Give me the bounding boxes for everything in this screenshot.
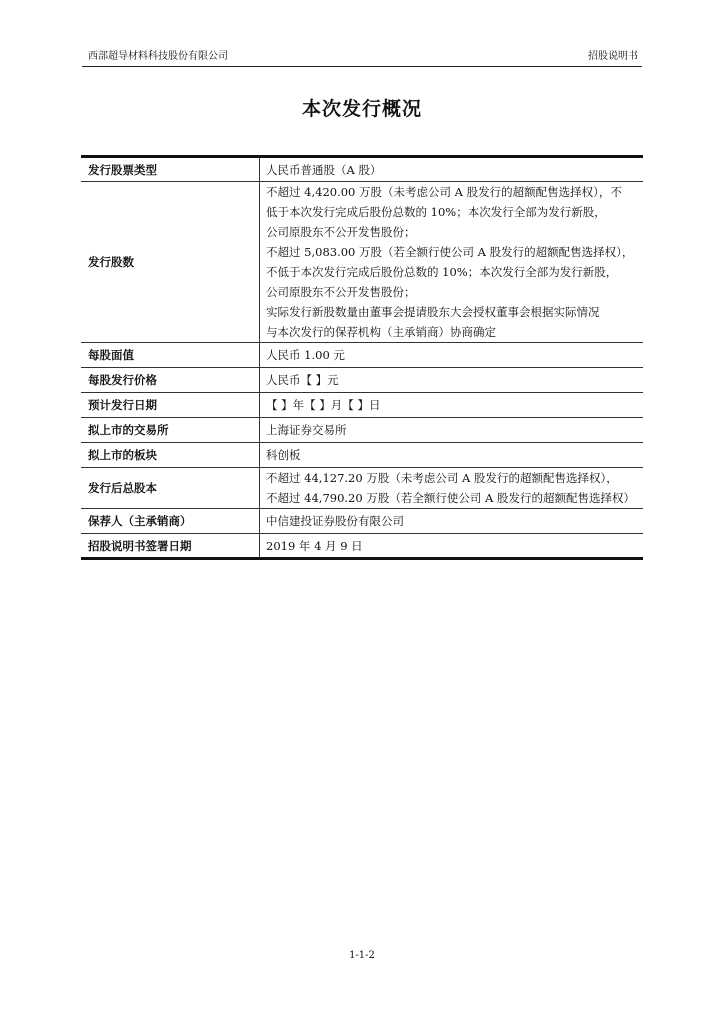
row-value (260, 418, 644, 443)
row-value-line: 科创板 (266, 448, 301, 462)
page-title: 本次发行概况 (301, 98, 422, 120)
row-value-line: 人民币【 】元 (266, 373, 339, 387)
header-company-name: 西部超导材料科技股份有限公司 (88, 51, 228, 62)
row-value-line: 公司原股东不公开发售股份； (266, 285, 416, 299)
row-value (260, 393, 644, 418)
row-label: 保荐人（主承销商） (81, 509, 260, 534)
table-row (81, 468, 643, 509)
table-row (81, 157, 643, 182)
row-value (260, 443, 644, 468)
row-label: 预计发行日期 (81, 393, 260, 418)
table-row (81, 368, 643, 393)
row-value-line: 人民币普通股（A 股） (266, 162, 382, 177)
row-label: 发行股票类型 (81, 157, 260, 182)
table-row (81, 534, 643, 559)
row-value (260, 182, 644, 343)
row-value (260, 368, 644, 393)
header-document-name: 招股说明书 (588, 51, 638, 62)
row-value (260, 157, 644, 182)
header-divider (82, 66, 642, 67)
offering-summary-table-body (81, 157, 643, 559)
row-value-line: 人民币 1.00 元 (266, 348, 345, 362)
table-row (81, 443, 643, 468)
row-value (260, 534, 644, 559)
page-number: 1-1-2 (349, 950, 375, 961)
row-label: 招股说明书签署日期 (81, 534, 260, 559)
row-value-line: 中信建投证券股份有限公司 (266, 514, 404, 528)
row-value-line: 不超过 4,420.00 万股（未考虑公司 A 股发行的超额配售选择权），不 (266, 185, 622, 199)
table-row (81, 418, 643, 443)
row-value-line: 公司原股东不公开发售股份； (266, 225, 416, 239)
row-label: 拟上市的交易所 (81, 418, 260, 443)
row-value-line: 不超过 44,790.20 万股（若全额行使公司 A 股发行的超额配售选择权） (266, 491, 635, 505)
row-label: 拟上市的板块 (81, 443, 260, 468)
table-row (81, 182, 643, 343)
row-value (260, 509, 644, 534)
row-value (260, 343, 644, 368)
row-value-line: 【 】年【 】月【 】日 (266, 398, 381, 412)
row-value-line: 不超过 44,127.20 万股（未考虑公司 A 股发行的超额配售选择权）， (266, 471, 618, 485)
row-value (260, 468, 644, 509)
row-value-line: 上海证券交易所 (266, 423, 347, 437)
table-row (81, 393, 643, 418)
row-label: 每股发行价格 (81, 368, 260, 393)
row-label: 每股面值 (81, 343, 260, 368)
row-label: 发行股数 (81, 182, 260, 343)
row-value-line: 2019 年 4 月 9 日 (266, 538, 363, 553)
row-value-line: 不低于本次发行完成后股份总数的 10%；本次发行全部为发行新股， (266, 265, 618, 279)
row-value-line: 不超过 5,083.00 万股（若全额行使公司 A 股发行的超额配售选择权）， (266, 245, 634, 259)
table-row (81, 509, 643, 534)
row-value-line: 与本次发行的保荐机构（主承销商）协商确定 (266, 325, 496, 339)
page-header (82, 50, 642, 66)
row-label: 发行后总股本 (81, 468, 260, 509)
offering-summary-table (81, 155, 643, 560)
table-row (81, 343, 643, 368)
row-value-line: 实际发行新股数量由董事会提请股东大会授权董事会根据实际情况 (266, 305, 600, 319)
row-value-line: 低于本次发行完成后股份总数的 10%；本次发行全部为发行新股， (266, 205, 606, 219)
